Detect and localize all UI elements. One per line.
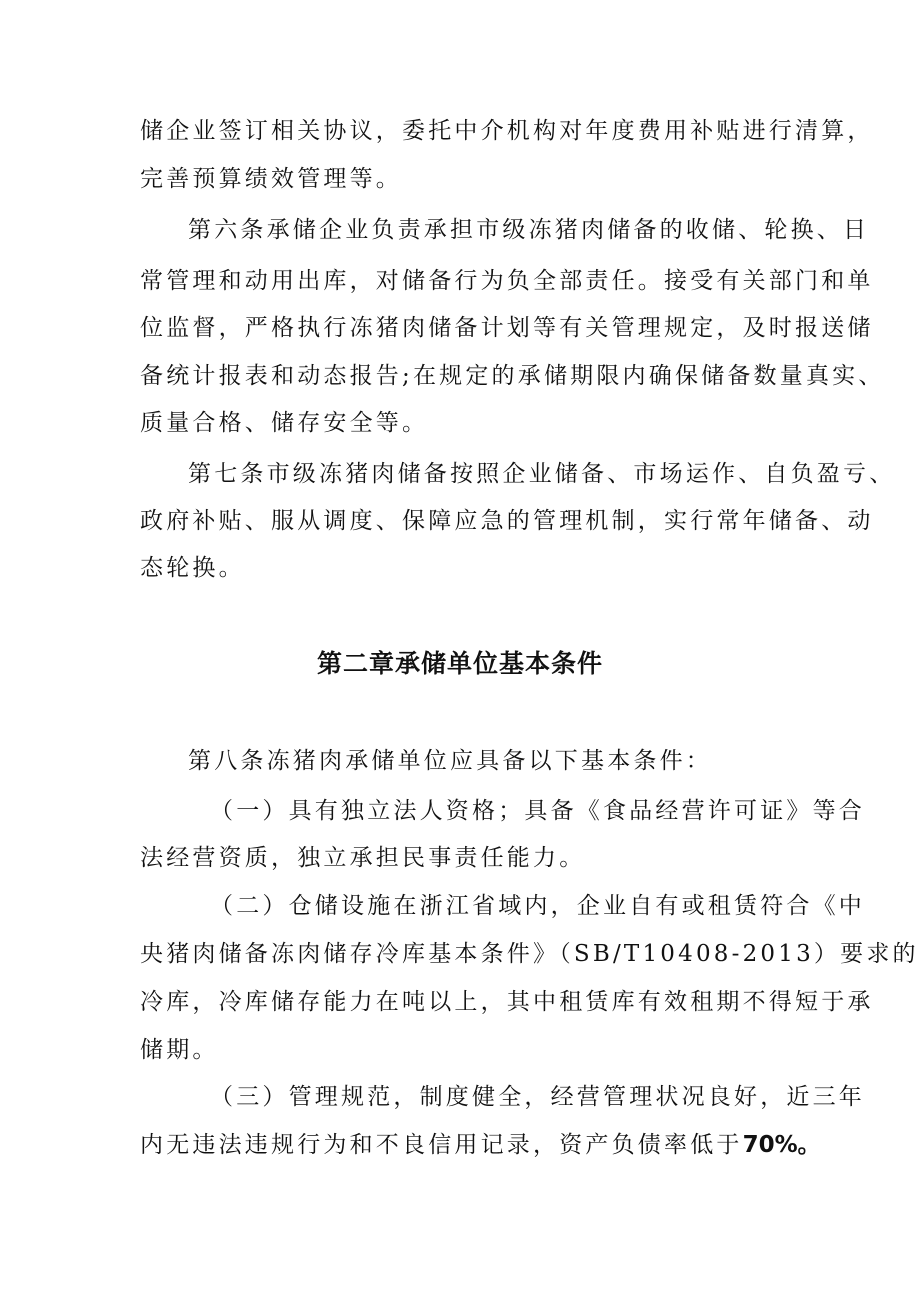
paragraph-line: 态轮换。 — [140, 555, 245, 581]
item-1-line: （一）具有独立法人资格；具备《食品经营许可证》等合 — [210, 798, 865, 824]
debt-ratio-value: 70%。 — [742, 1132, 821, 1158]
paragraph-line: 冷库，冷库储存能力在吨以上，其中租赁库有效租期不得短于承 — [140, 989, 874, 1015]
paragraph-line: 位监督，严格执行冻猪肉储备计划等有关管理规定，及时报送储 — [140, 315, 874, 341]
item-3-line: （三）管理规范，制度健全，经营管理状况良好，近三年 — [210, 1084, 865, 1110]
paragraph-line: 质量合格、储存安全等。 — [140, 410, 429, 436]
item-2-line: （二）仓储设施在浙江省域内，企业自有或租赁符合《中 — [210, 893, 865, 919]
paragraph-text: 内无违法违规行为和不良信用记录，资产负债率低于 — [140, 1132, 743, 1158]
paragraph-line: 政府补贴、服从调度、保障应急的管理机制，实行常年储备、动 — [140, 508, 874, 534]
chapter-heading: 第二章承储单位基本条件 — [316, 649, 603, 678]
paragraph-line: 法经营资质，独立承担民事责任能力。 — [140, 845, 586, 871]
paragraph-line: 储期。 — [140, 1037, 219, 1063]
paragraph-line: 常管理和动用出库，对储备行为负全部责任。接受有关部门和单 — [140, 268, 874, 294]
paragraph-line: 央猪肉储备冻肉储存冷库基本条件》（SB/T10408-2013）要求的 — [140, 941, 919, 967]
paragraph-line: 完善预算绩效管理等。 — [140, 166, 402, 192]
paragraph-line: 储企业签订相关协议，委托中介机构对年度费用补贴进行清算， — [140, 118, 874, 144]
article-7-line: 第七条市级冻猪肉储备按照企业储备、市场运作、自负盈亏、 — [188, 461, 896, 487]
article-6-line: 第六条承储企业负责承担市级冻猪肉储备的收储、轮换、日 — [188, 217, 870, 243]
paragraph-last-line — [0, 1130, 920, 1160]
article-8-line: 第八条冻猪肉承储单位应具备以下基本条件： — [188, 748, 712, 774]
paragraph-line: 备统计报表和动态报告;在规定的承储期限内确保储备数量真实、 — [140, 363, 885, 389]
